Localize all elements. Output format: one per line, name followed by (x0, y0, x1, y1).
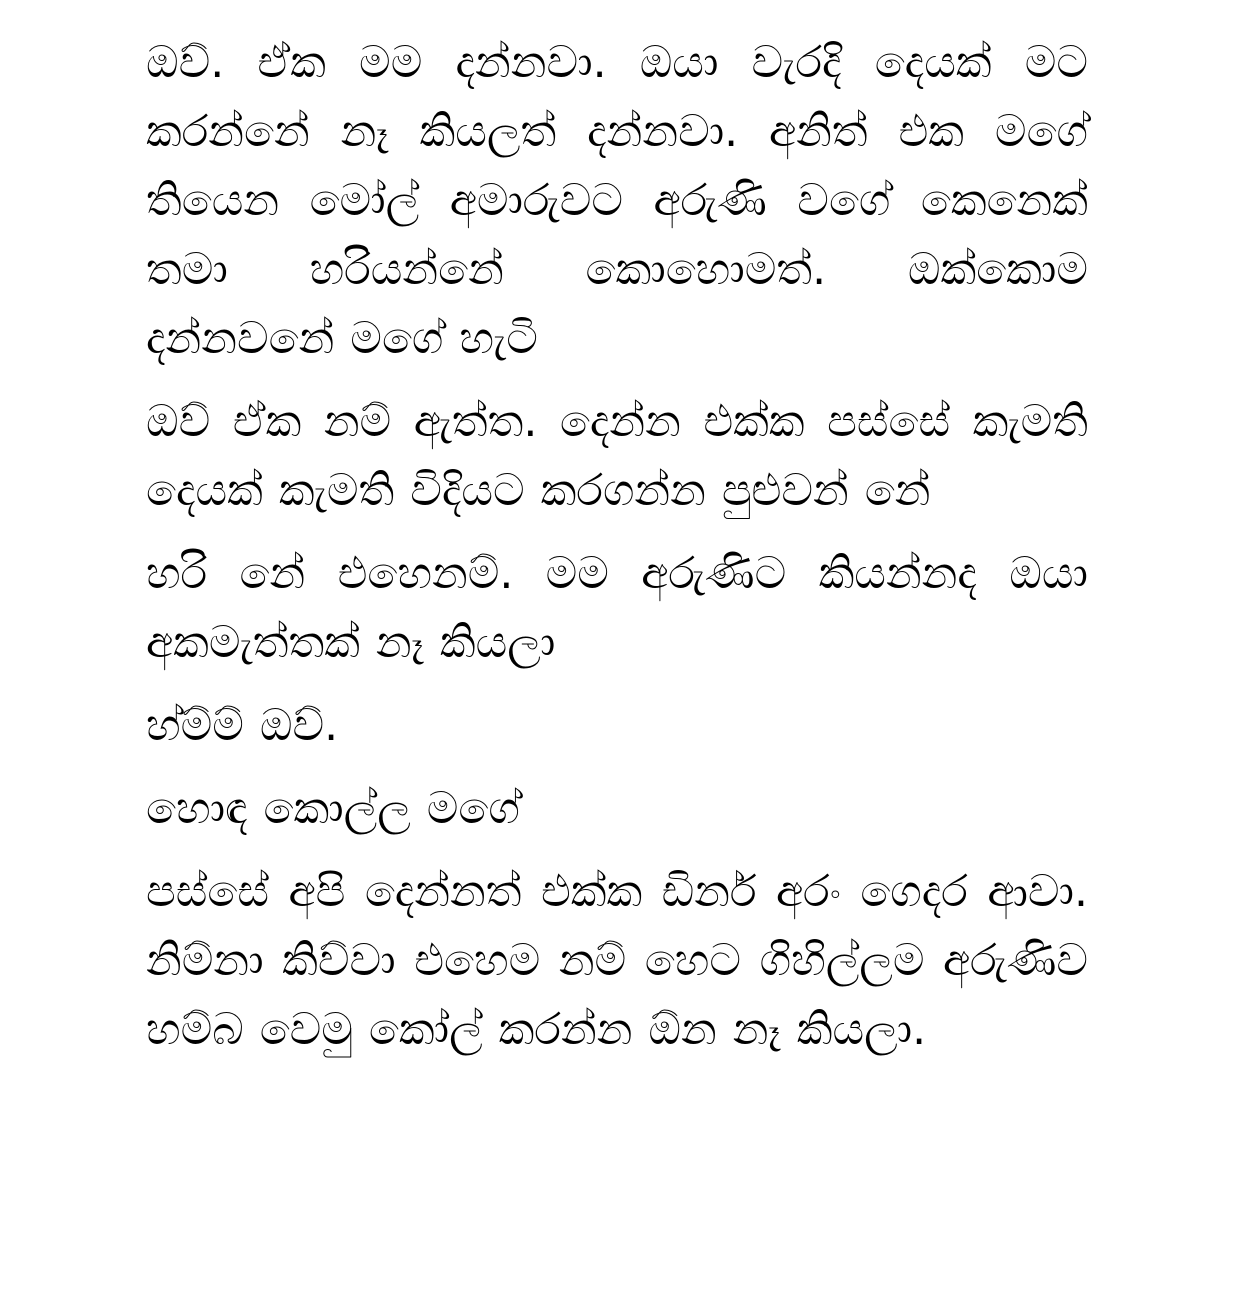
paragraph-5: හොඳ කොල්ල මගේ (146, 783, 520, 834)
paragraph-6: පස්සේ අපි දෙන්නත් එක්ක ඩිනර් අරං ගෙදර ආවා. නිම්නා කිව්වා එහෙම නම් හෙට ගිහිල්ලම අරුණිව හම්බ වෙමු කෝල් කරන්න ඕන නෑ කියලා. (146, 866, 1088, 1055)
paragraph-3: හරි නේ එහෙනම්. මම අරුණිට කියන්නද ඔයා අකමැත්තක් නෑ කියලා (146, 548, 1088, 668)
paragraph-2: ඔව් ඒක නම් ඇත්ත. දෙන්න එක්ක පස්සේ කැමති දෙයක් කැමති විදියට කරගන්න පුළුවන් නේ (146, 396, 1088, 516)
paragraph-1: ඔව්. ඒක මම දන්නවා. ඔයා වැරදි දෙයක් මට කරන්නේ නෑ කියලත් දන්නවා. අනිත් එක මගේ තියෙන මෝල් අමාරුවට අරුණි වගේ කෙනෙක් තමා හරියන්නේ කොහොමත්. ඔක්කොම දන්නවනේ මගේ හැටි (146, 37, 1088, 364)
document-page (146, 28, 1088, 1078)
paragraph-4: හ්ම්ම් ඔව්. (146, 700, 339, 751)
